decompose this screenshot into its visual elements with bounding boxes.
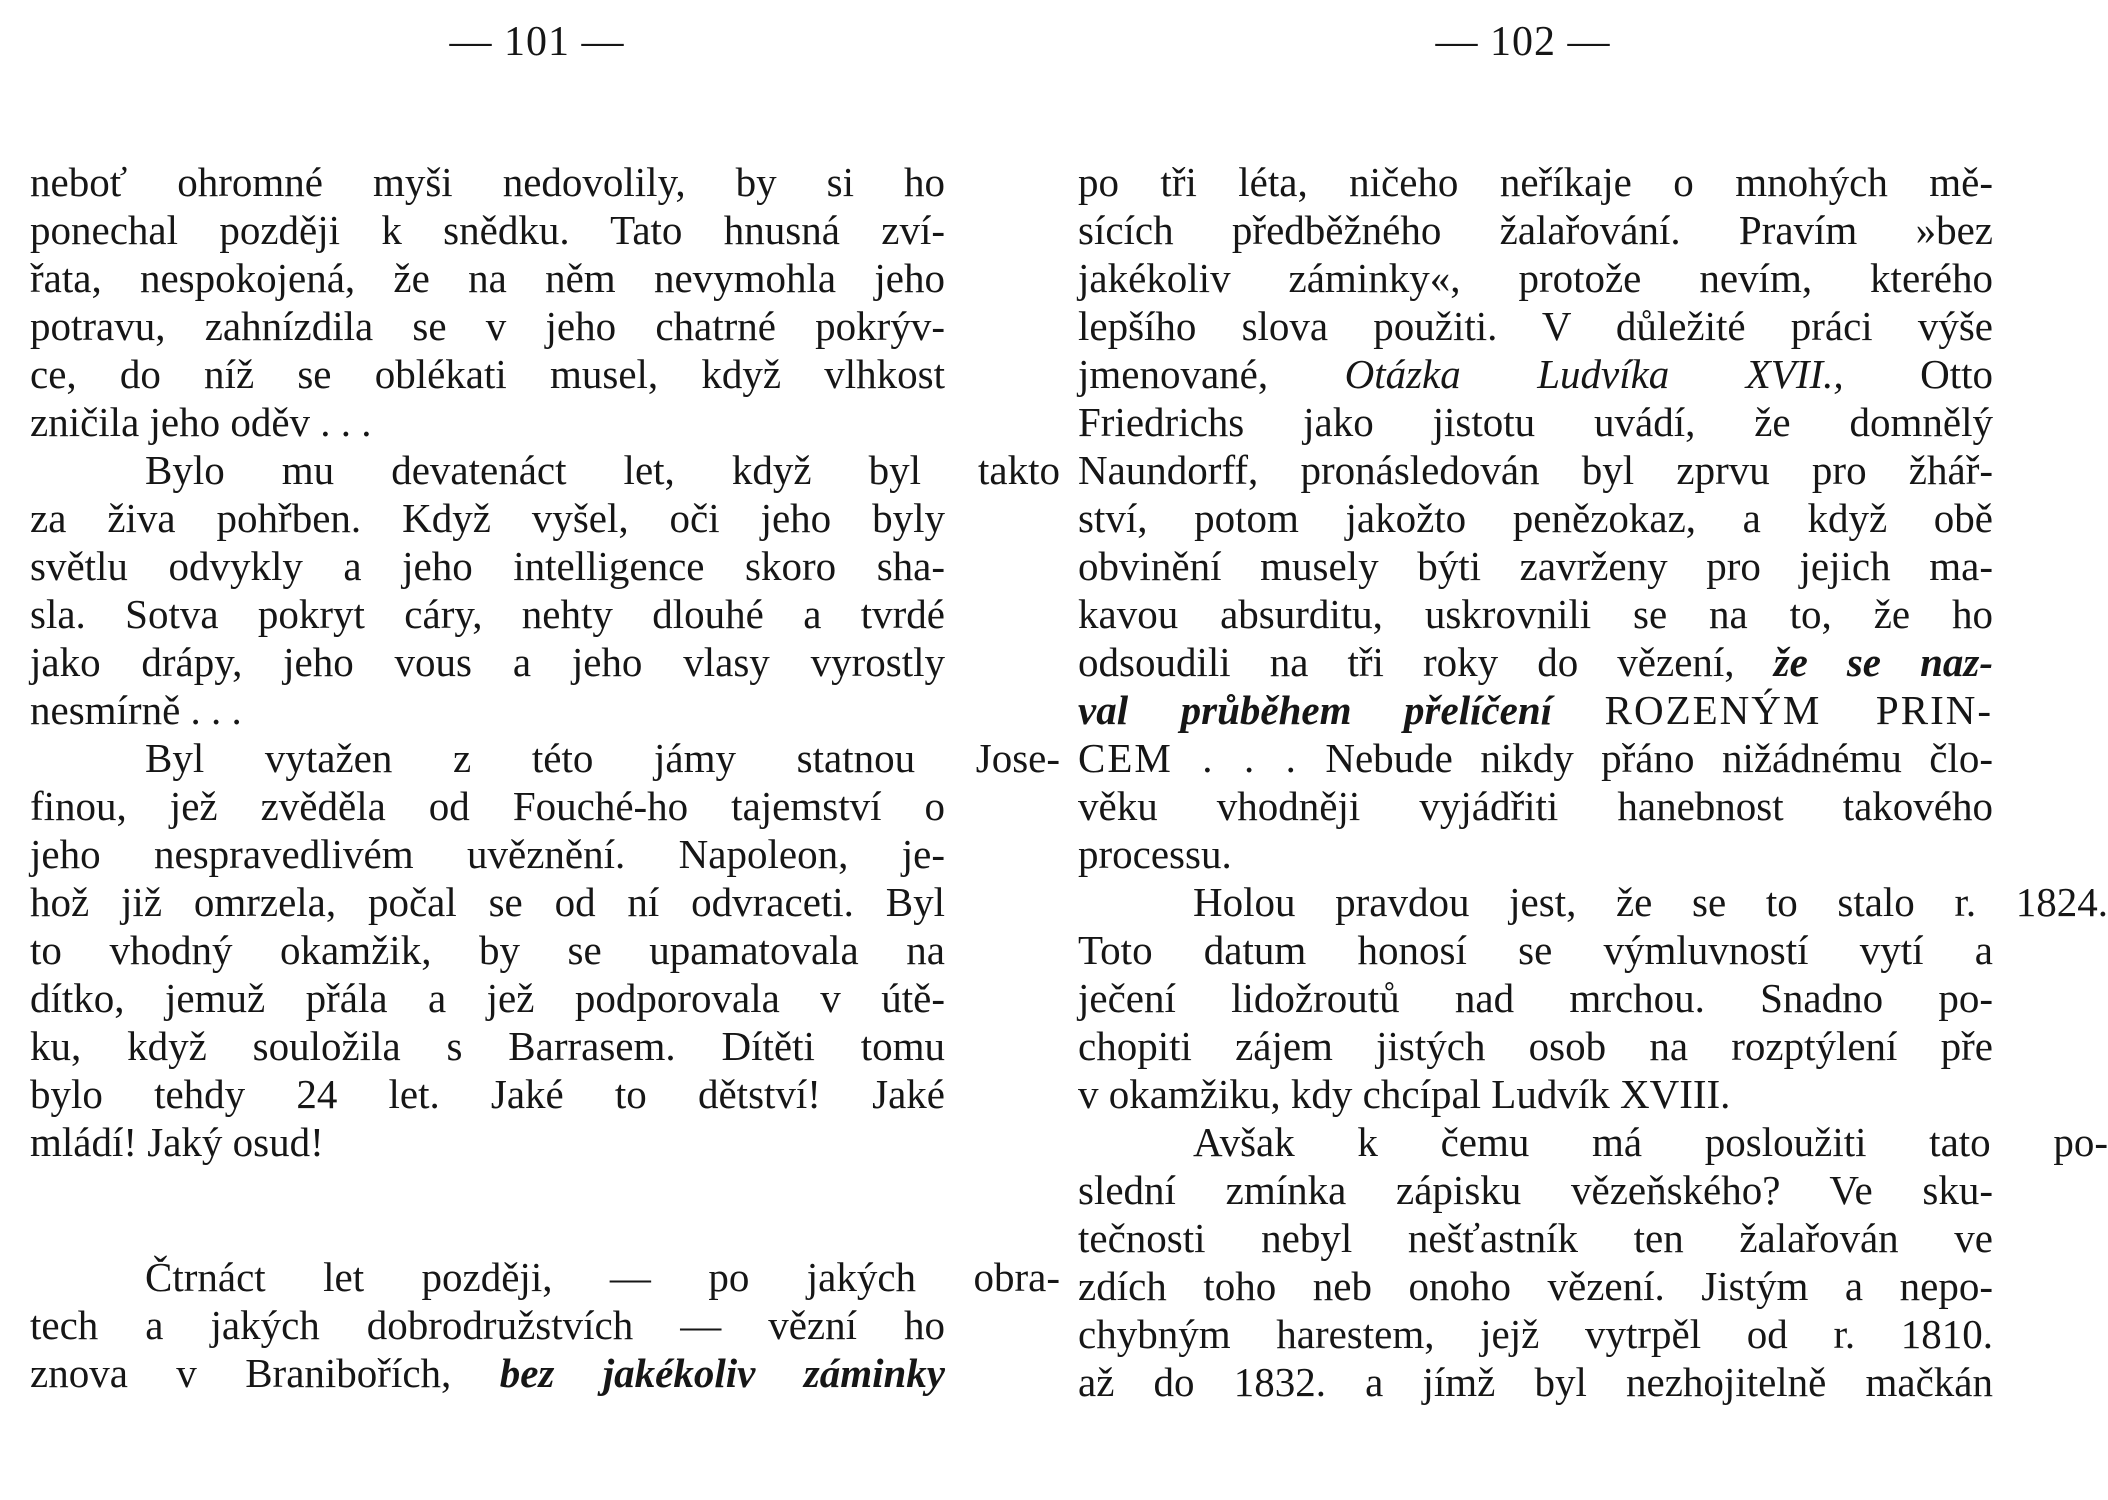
text-line: Bylo mu devatenáct let, když byl takto — [145, 447, 1060, 493]
text-line: jakékoliv záminky«, protože nevím, kterého — [1078, 255, 1993, 301]
text-line: až do 1832. a jímž byl nezhojitelně mačkán — [1078, 1359, 1993, 1405]
text-line: chybným harestem, jejž vytrpěl od r. 1810. — [1078, 1311, 1993, 1357]
text-line: lepšího slova použiti. V důležité práci výše — [1078, 303, 1993, 349]
text-line: Byl vytažen z této jámy statnou Jose- — [145, 735, 1060, 781]
text-line: v okamžiku, kdy chcípal Ludvík XVIII. — [1078, 1071, 1731, 1117]
text-line: po tři léta, ničeho neříkaje o mnohých mě- — [1078, 159, 1993, 205]
text-line: sla. Sotva pokryt cáry, nehty dlouhé a tvrdé — [30, 591, 945, 637]
text-line: finou, jež zvěděla od Fouché-ho tajemství o — [30, 783, 945, 829]
page-number-left: — 101 — — [449, 19, 625, 65]
text-line: kavou absurditu, uskrovnili se na to, že ho — [1078, 591, 1993, 637]
left-page — [30, 0, 1060, 1500]
text-line: ství, potom jakožto penězokaz, a když obě — [1078, 495, 1993, 541]
text-line: neboť ohromné myši nedovolily, by si ho — [30, 159, 945, 205]
text-line: chopiti zájem jistých osob na rozptýlení pře — [1078, 1023, 1993, 1069]
text-line: Toto datum honosí se výmluvností vytí a — [1078, 927, 1993, 973]
text-line: Holou pravdou jest, že se to stalo r. 1824. — [1193, 879, 2108, 925]
text-line: hož již omrzela, počal se od ní odvraceti. Byl — [30, 879, 945, 925]
text-line: Naundorff, pronásledován byl zprvu pro žhář- — [1078, 447, 1993, 493]
text-line: potravu, zahnízdila se v jeho chatrné pokrýv- — [30, 303, 945, 349]
text-run: Nebude nikdy přáno nižádnému člo- — [1325, 735, 1993, 781]
text-line: mládí! Jaký osud! — [30, 1119, 324, 1165]
text-line: Avšak k čemu má posloužiti tato po- — [1193, 1119, 2108, 1165]
text-run: znova v Branibořích, — [30, 1350, 452, 1396]
text-run: Otto — [1920, 351, 1993, 397]
text-line: jako drápy, jeho vous a jeho vlasy vyrostly — [30, 639, 945, 685]
caps-run: ROZENÝM PRIN- — [1604, 687, 1993, 733]
text-line: sících předběžného žalařování. Pravím »bez — [1078, 207, 1993, 253]
emphasis-run: že se naz- — [1773, 639, 1993, 685]
caps-run: CEM . . . — [1078, 735, 1298, 781]
text-run: jmenované, — [1078, 351, 1269, 397]
text-line: zničila jeho oděv . . . — [30, 399, 372, 445]
text-line — [1078, 734, 1993, 782]
text-line: ce, do níž se oblékati musel, když vlhkost — [30, 351, 945, 397]
right-page — [1078, 0, 2108, 1500]
text-run: odsoudili na tři roky do vězení, — [1078, 639, 1735, 685]
text-line: ponechal později k snědku. Tato hnusná zví- — [30, 207, 945, 253]
text-line: za živa pohřben. Když vyšel, oči jeho byly — [30, 495, 945, 541]
text-line: slední zmínka zápisku vězeňského? Ve sku- — [1078, 1167, 1993, 1213]
left-text-block — [30, 158, 1060, 1166]
text-line: Friedrichs jako jistotu uvádí, že domnělý — [1078, 399, 1993, 445]
emphasis-run: val průběhem přelíčení — [1078, 687, 1553, 733]
book-title-run: Otázka Ludvíka XVII., — [1344, 351, 1844, 397]
emphasis-run: bez jakékoliv záminky — [499, 1350, 945, 1396]
text-line — [1078, 638, 1993, 686]
text-line: nesmírně . . . — [30, 687, 242, 733]
text-line: věku vhodněji vyjádřiti hanebnost takového — [1078, 783, 1993, 829]
text-line: obvinění musely býti zavrženy pro jejich ma- — [1078, 543, 1993, 589]
text-line: ku, když souložila s Barrasem. Dítěti tomu — [30, 1023, 945, 1069]
page-number-right: — 102 — — [1435, 19, 1611, 65]
text-line: Čtrnáct let později, — po jakých obra- — [145, 1254, 1060, 1300]
text-line: bylo tehdy 24 let. Jaké to dětství! Jaké — [30, 1071, 945, 1117]
text-line — [1078, 686, 1993, 734]
text-line — [1078, 350, 1993, 398]
text-line: processu. — [1078, 831, 1232, 877]
text-line: jeho nespravedlivém uvěznění. Napoleon, je- — [30, 831, 945, 877]
text-line — [30, 1349, 945, 1397]
right-text-block — [1078, 158, 2108, 1406]
text-line: řata, nespokojená, že na něm nevymohla jeho — [30, 255, 945, 301]
left-text-block-2 — [30, 1253, 1060, 1397]
text-line: dítko, jemuž přála a jež podporovala v útě- — [30, 975, 945, 1021]
text-line: tečnosti nebyl nešťastník ten žalařován ve — [1078, 1215, 1993, 1261]
text-line: zdích toho neb onoho vězení. Jistým a nepo- — [1078, 1263, 1993, 1309]
text-line: to vhodný okamžik, by se upamatovala na — [30, 927, 945, 973]
text-line: tech a jakých dobrodružstvích — vězní ho — [30, 1302, 945, 1348]
text-line: světlu odvykly a jeho intelligence skoro sha- — [30, 543, 945, 589]
text-line: ječení lidožroutů nad mrchou. Snadno po- — [1078, 975, 1993, 1021]
